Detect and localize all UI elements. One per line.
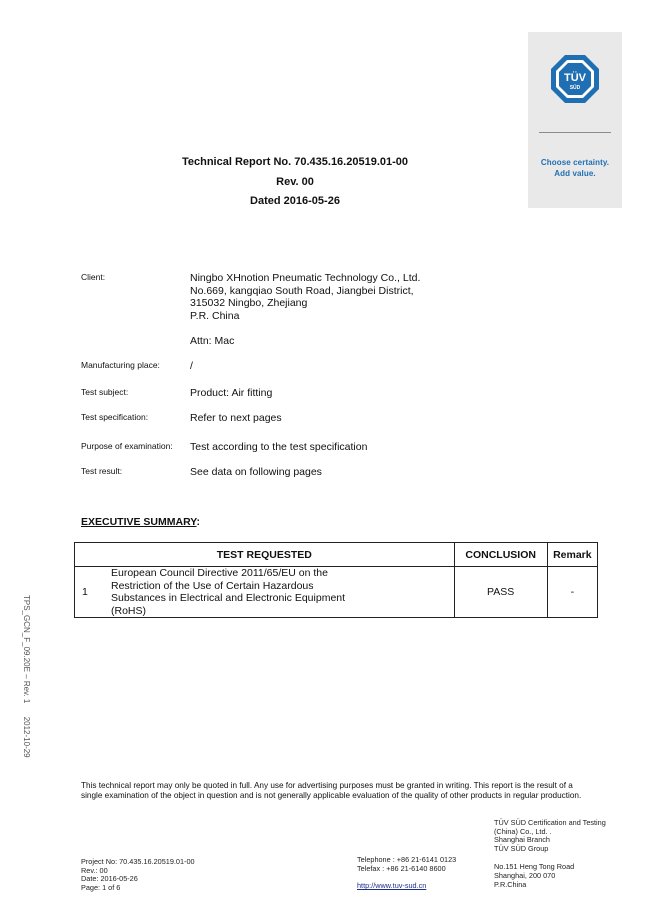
form-id-sidebar	[19, 595, 35, 785]
summary-header-row	[75, 543, 598, 567]
column-remark: Remark	[547, 543, 597, 567]
brand-panel	[528, 32, 622, 208]
logo-text: TÜV	[564, 72, 586, 84]
form-date: 2012-10-29	[22, 716, 31, 758]
logo-subtext: SÜD	[569, 85, 581, 91]
form-id: TPS_GCN_F_09.20E – Rev. 1	[22, 595, 31, 704]
telephone: Telephone : +86 21-6141 0123	[357, 855, 457, 864]
report-date: Dated 2016-05-26	[250, 195, 340, 207]
test-subject-value: Product: Air fitting	[190, 387, 273, 399]
company-line: Shanghai Branch	[494, 835, 550, 845]
company-line: TÜV SÜD Group	[494, 843, 549, 853]
tuv-sud-logo-icon	[549, 53, 601, 105]
address-line: No.151 Heng Tong Road	[494, 862, 575, 872]
executive-summary-heading	[81, 516, 200, 528]
client-label: Client:	[81, 272, 106, 282]
column-test-requested: TEST REQUESTED	[75, 543, 455, 567]
manufacturing-place-value: /	[190, 360, 193, 372]
client-line: 315032 Ningbo, Zhejiang	[190, 297, 308, 309]
client-address	[190, 272, 420, 322]
footer-project-info	[81, 858, 195, 892]
report-title: Technical Report No. 70.435.16.20519.01-00	[181, 156, 409, 168]
test-result-value: See data on following pages	[190, 466, 322, 478]
description-line: European Council Directive 2011/65/EU on the	[111, 567, 328, 579]
row-remark: -	[547, 567, 597, 618]
website-link[interactable]: http://www.tuv-sud.cn	[357, 881, 427, 891]
footer-company	[494, 819, 606, 889]
address-line: Shanghai, 200 070	[494, 870, 556, 880]
column-conclusion: CONCLUSION	[454, 543, 547, 567]
project-line: Rev.: 00	[81, 865, 108, 875]
project-line: Page: 1 of 6	[81, 882, 121, 892]
brand-tagline-2: Add value.	[554, 169, 596, 178]
report-revision: Rev. 00	[276, 176, 314, 188]
purpose-value: Test according to the test specification	[190, 441, 368, 453]
executive-summary-heading-colon: :	[196, 516, 201, 528]
manufacturing-place-label: Manufacturing place:	[81, 360, 160, 370]
test-specification-label: Test specification:	[81, 412, 149, 422]
test-result-label: Test result:	[81, 466, 123, 476]
telefax: Telefax : +86 21-6140 8600	[357, 863, 446, 873]
footer-contact	[357, 856, 456, 891]
address-line: P.R.China	[494, 879, 527, 889]
test-subject-label: Test subject:	[81, 387, 129, 397]
brand-tagline-1: Choose certainty.	[540, 158, 610, 167]
description-line: Restriction of the Use of Certain Hazardous	[111, 579, 314, 592]
row-number: 1	[75, 567, 112, 618]
table-row	[75, 567, 598, 618]
row-description	[111, 567, 454, 618]
form-id-text	[22, 595, 31, 785]
executive-summary-heading-text: EXECUTIVE SUMMARY	[81, 516, 197, 528]
summary-table	[74, 542, 598, 618]
company-line: TÜV SÜD Certification and Testing	[494, 818, 606, 827]
description-line: (RoHS)	[111, 604, 147, 617]
test-specification-value: Refer to next pages	[190, 412, 282, 424]
row-conclusion: PASS	[454, 567, 547, 618]
brand-divider	[539, 132, 611, 133]
company-line: (China) Co., Ltd. .	[494, 826, 552, 836]
project-line: Project No: 70.435.16.20519.01-00	[81, 857, 195, 866]
purpose-label: Purpose of examination:	[81, 441, 173, 451]
client-line: P.R. China	[190, 309, 240, 322]
description-line: Substances in Electrical and Electronic Equipment	[111, 592, 346, 604]
client-attn: Attn: Mac	[190, 335, 235, 347]
footer-disclaimer: This technical report may only be quoted in full. Any use for advertising purposes must be granted in writing. This report is the result of a single examination of the object in question and is not generally applicable evaluation of the quality of other products in regular production.	[81, 781, 582, 800]
client-line: No.669, kangqiao South Road, Jiangbei District,	[190, 284, 414, 297]
client-line: Ningbo XHnotion Pneumatic Technology Co., Ltd.	[190, 272, 421, 284]
project-line: Date: 2016-05-26	[81, 874, 138, 884]
